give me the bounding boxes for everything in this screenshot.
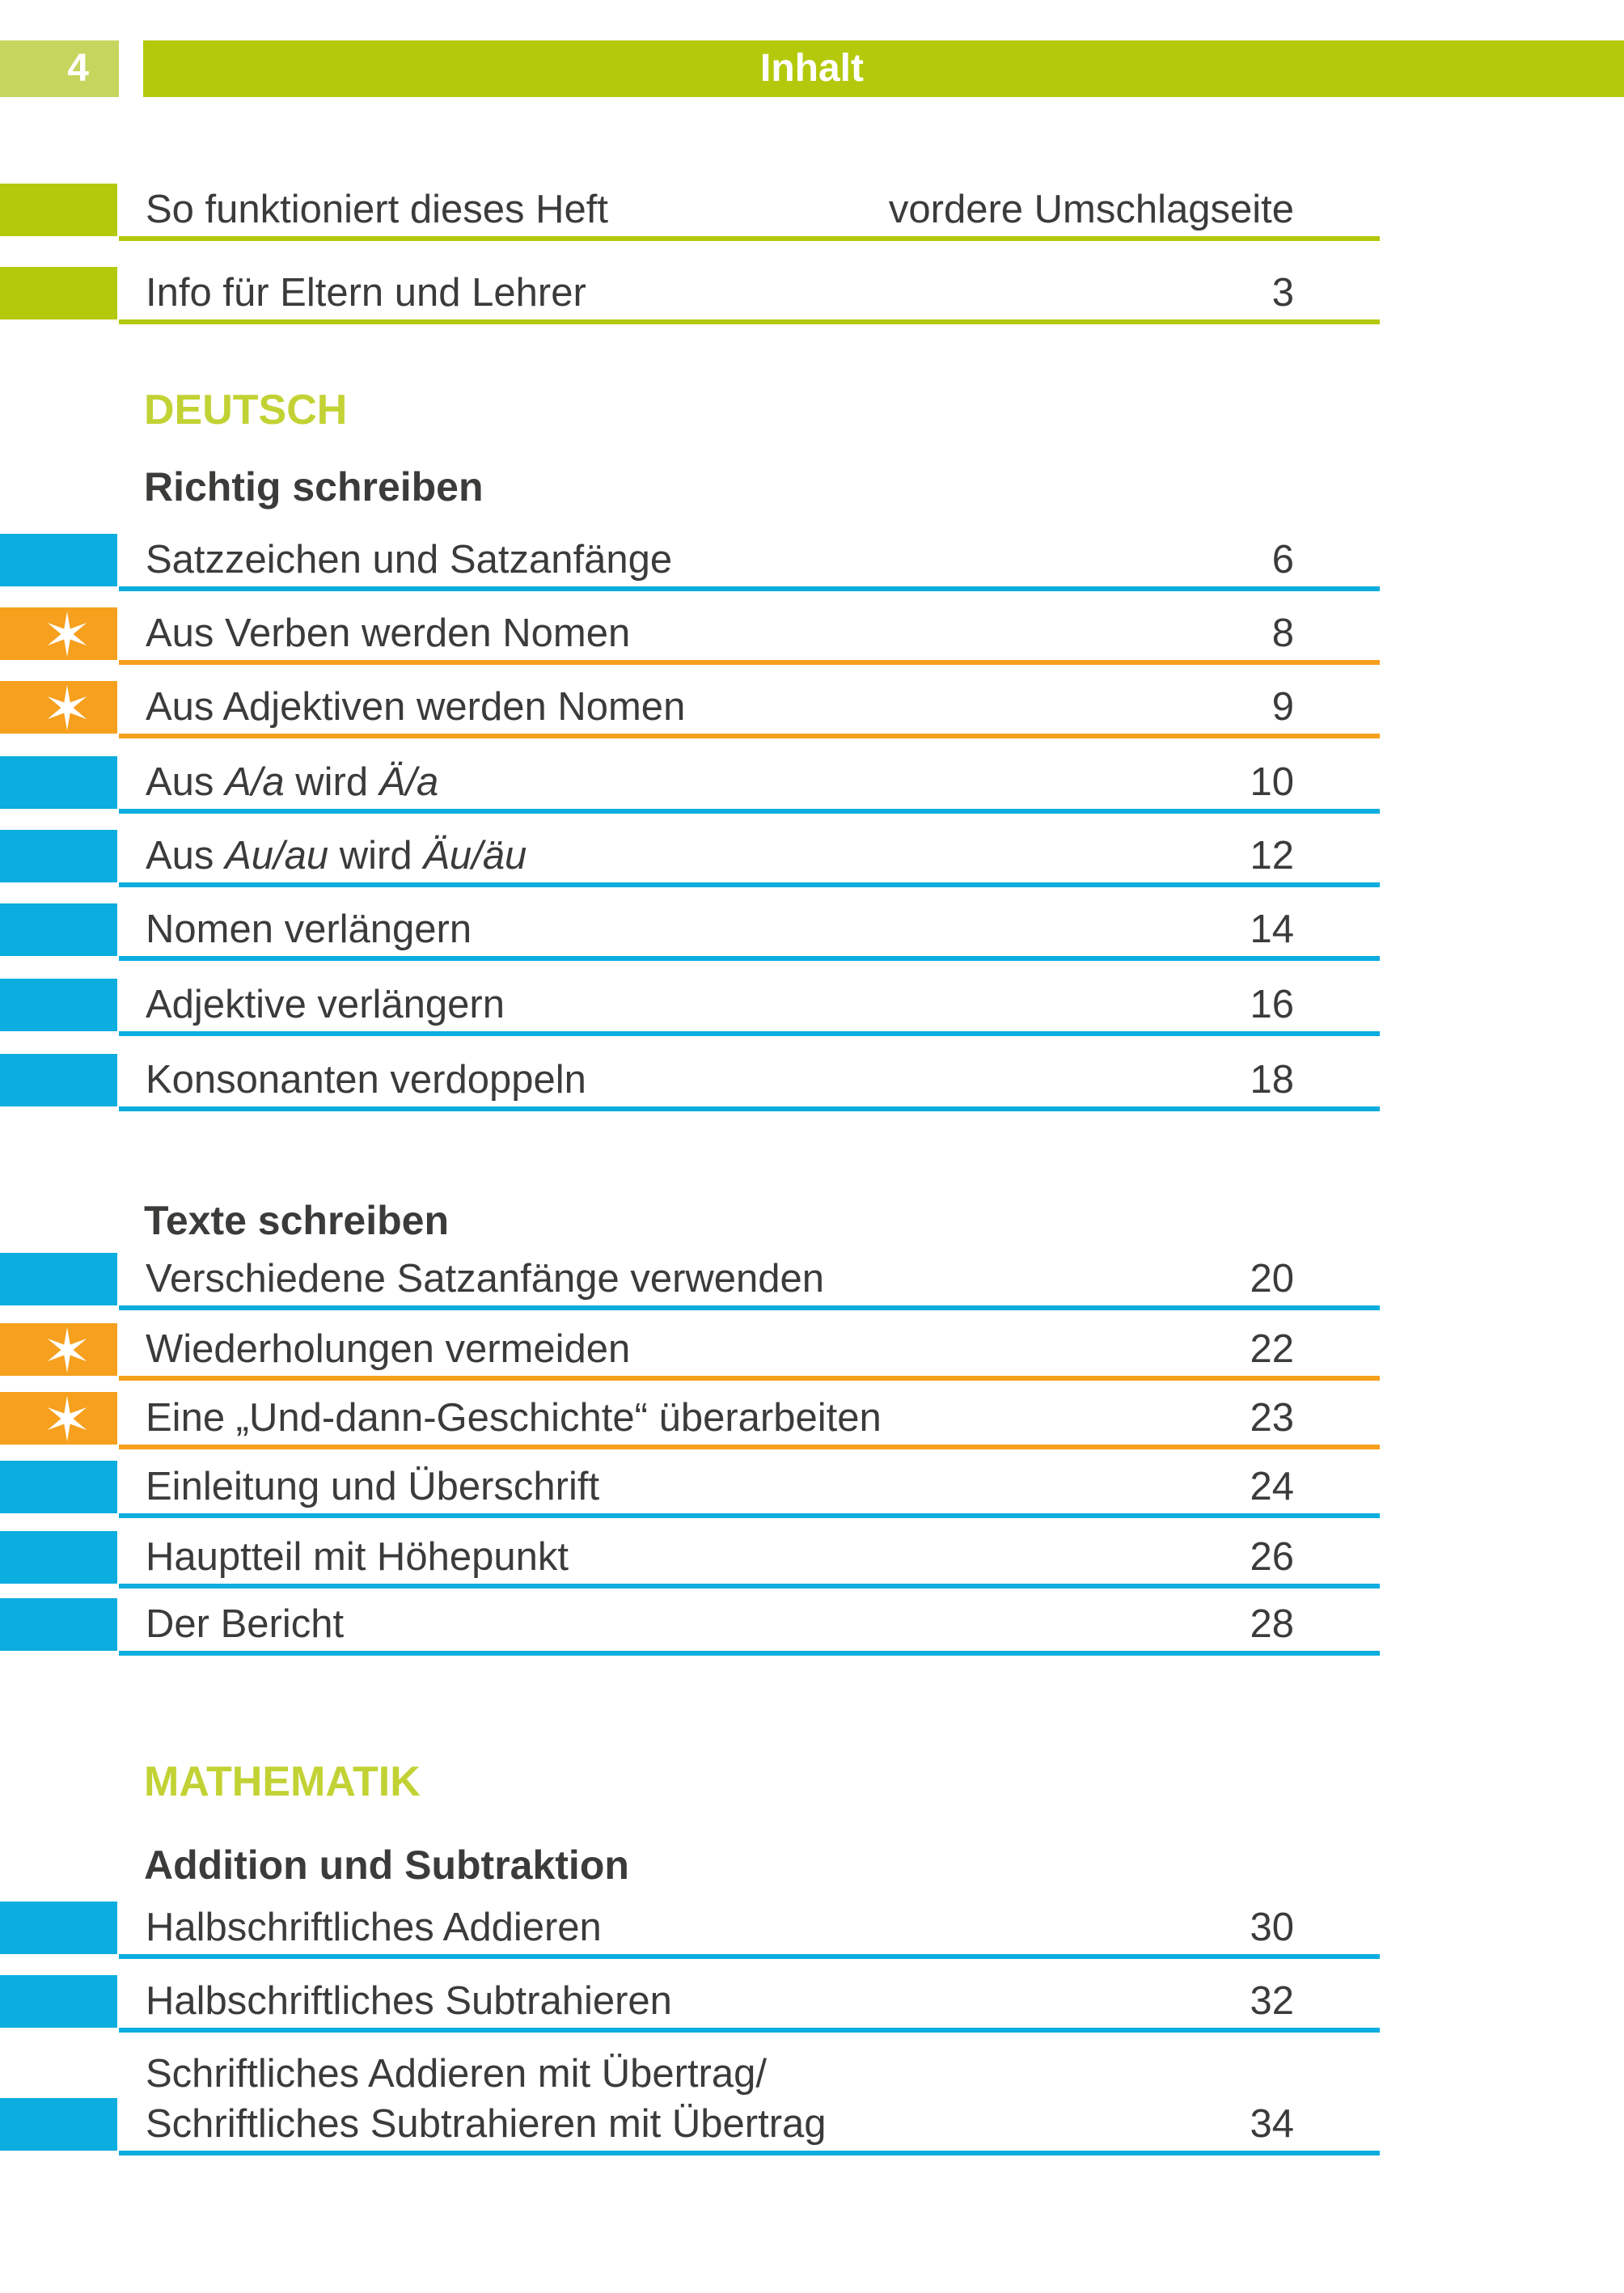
row-title: Wiederholungen vermeiden	[146, 1327, 631, 1371]
toc-row	[0, 681, 1624, 739]
page-number-box: 4	[0, 40, 119, 97]
row-title: Konsonanten verdoppeln	[146, 1058, 586, 1102]
row-marker-bar	[0, 1461, 117, 1513]
row-page-ref: 34	[1250, 2102, 1294, 2146]
row-title: Der Bericht	[146, 1602, 345, 1646]
row-rule	[119, 2028, 1380, 2033]
row-rule	[119, 1445, 1380, 1449]
row-rule	[119, 2151, 1380, 2156]
toc-row	[0, 756, 1624, 814]
toc-row	[0, 979, 1624, 1037]
toc-row	[0, 184, 1624, 242]
row-title: Aus Adjektiven werden Nomen	[146, 685, 686, 729]
row-rule	[119, 734, 1380, 738]
row-rule	[119, 882, 1380, 887]
row-marker-bar	[0, 756, 117, 809]
row-marker-bar	[0, 903, 117, 956]
row-marker-bar	[0, 534, 117, 586]
row-title: Eine „Und-dann-Geschichte“ überarbeiten	[146, 1396, 882, 1440]
row-page-ref: vordere Umschlagseite	[888, 188, 1294, 231]
row-marker-bar	[0, 607, 117, 660]
row-page-ref: 18	[1250, 1058, 1294, 1102]
row-marker-bar	[0, 1531, 117, 1584]
toc-row	[0, 1902, 1624, 1960]
row-title: Einleitung und Überschrift	[146, 1465, 600, 1508]
row-marker-bar	[0, 2098, 117, 2151]
section-heading-mathematik: MATHEMATIK	[144, 1758, 421, 1805]
row-rule	[119, 1376, 1380, 1381]
row-page-ref: 8	[1271, 611, 1294, 655]
row-title: Satzzeichen und Satzanfänge	[146, 538, 673, 582]
row-rule	[119, 809, 1380, 814]
toc-row	[0, 1392, 1624, 1450]
toc-row	[0, 1054, 1624, 1112]
row-title: Halbschriftliches Subtrahieren	[146, 1979, 672, 2023]
row-marker-bar	[0, 267, 117, 319]
star-icon	[43, 1326, 91, 1374]
row-rule	[119, 1651, 1380, 1656]
subsection-heading-texte-schreiben: Texte schreiben	[144, 1198, 450, 1243]
row-rule	[119, 1954, 1380, 1959]
toc-row	[0, 1531, 1624, 1589]
row-rule	[119, 236, 1380, 241]
row-rule	[119, 660, 1380, 665]
row-title: Info für Eltern und Lehrer	[146, 271, 586, 315]
row-title: Nomen verlängern	[146, 907, 472, 951]
row-title: So funktioniert dieses Heft	[146, 188, 608, 231]
toc-row	[0, 2049, 1624, 2170]
row-page-ref: 14	[1250, 907, 1294, 951]
toc-row	[0, 1323, 1624, 1381]
row-page-ref: 22	[1250, 1327, 1294, 1371]
row-title: Aus A/a wird Ä/a	[146, 760, 439, 804]
row-page-ref: 32	[1250, 1979, 1294, 2023]
toc-row	[0, 534, 1624, 592]
row-marker-bar	[0, 681, 117, 734]
row-marker-bar	[0, 1975, 117, 2028]
section-heading-deutsch: DEUTSCH	[144, 387, 348, 434]
row-rule	[119, 586, 1380, 591]
row-page-ref: 6	[1271, 538, 1294, 582]
row-title: Hauptteil mit Höhepunkt	[146, 1535, 569, 1579]
row-page-ref: 20	[1250, 1257, 1294, 1301]
row-rule	[119, 319, 1380, 324]
toc-row	[0, 1598, 1624, 1656]
row-rule	[119, 1031, 1380, 1036]
row-marker-bar	[0, 184, 117, 236]
row-marker-bar	[0, 1902, 117, 1954]
row-page-ref: 10	[1250, 760, 1294, 804]
toc-row	[0, 267, 1624, 325]
toc-row	[0, 1253, 1624, 1311]
toc-row	[0, 1461, 1624, 1519]
row-page-ref: 12	[1250, 834, 1294, 878]
row-marker-bar	[0, 979, 117, 1031]
star-icon	[43, 1394, 91, 1443]
row-page-ref: 24	[1250, 1465, 1294, 1508]
row-rule	[119, 1106, 1380, 1111]
subsection-heading-addition-subtraktion: Addition und Subtraktion	[144, 1842, 629, 1888]
row-title: Verschiedene Satzanfänge verwenden	[146, 1257, 825, 1301]
row-page-ref: 9	[1271, 685, 1294, 729]
row-title: Schriftliches Addieren mit Übertrag/ Schriftliches Subtrahieren mit Übertrag	[146, 2052, 827, 2146]
page-title: Inhalt	[760, 47, 864, 90]
star-icon	[43, 610, 91, 658]
row-page-ref: 3	[1271, 271, 1294, 315]
row-marker-bar	[0, 1392, 117, 1445]
row-page-ref: 28	[1250, 1602, 1294, 1646]
toc-row	[0, 830, 1624, 888]
row-page-ref: 30	[1250, 1906, 1294, 1949]
subsection-heading-richtig-schreiben: Richtig schreiben	[144, 464, 484, 510]
row-rule	[119, 1305, 1380, 1310]
row-rule	[119, 1513, 1380, 1518]
row-page-ref: 23	[1250, 1396, 1294, 1440]
row-title: Aus Au/au wird Äu/äu	[146, 834, 527, 878]
row-rule	[119, 956, 1380, 961]
toc-row	[0, 607, 1624, 666]
row-marker-bar	[0, 1598, 117, 1651]
toc-row	[0, 903, 1624, 962]
row-page-ref: 16	[1250, 983, 1294, 1026]
row-title: Aus Verben werden Nomen	[146, 611, 631, 655]
row-marker-bar	[0, 1323, 117, 1376]
row-title: Halbschriftliches Addieren	[146, 1906, 602, 1949]
row-page-ref: 26	[1250, 1535, 1294, 1579]
star-icon	[43, 683, 91, 732]
row-rule	[119, 1584, 1380, 1589]
toc-row	[0, 1975, 1624, 2033]
row-title: Adjektive verlängern	[146, 983, 505, 1026]
row-marker-bar	[0, 830, 117, 882]
row-marker-bar	[0, 1054, 117, 1106]
row-marker-bar	[0, 1253, 117, 1305]
